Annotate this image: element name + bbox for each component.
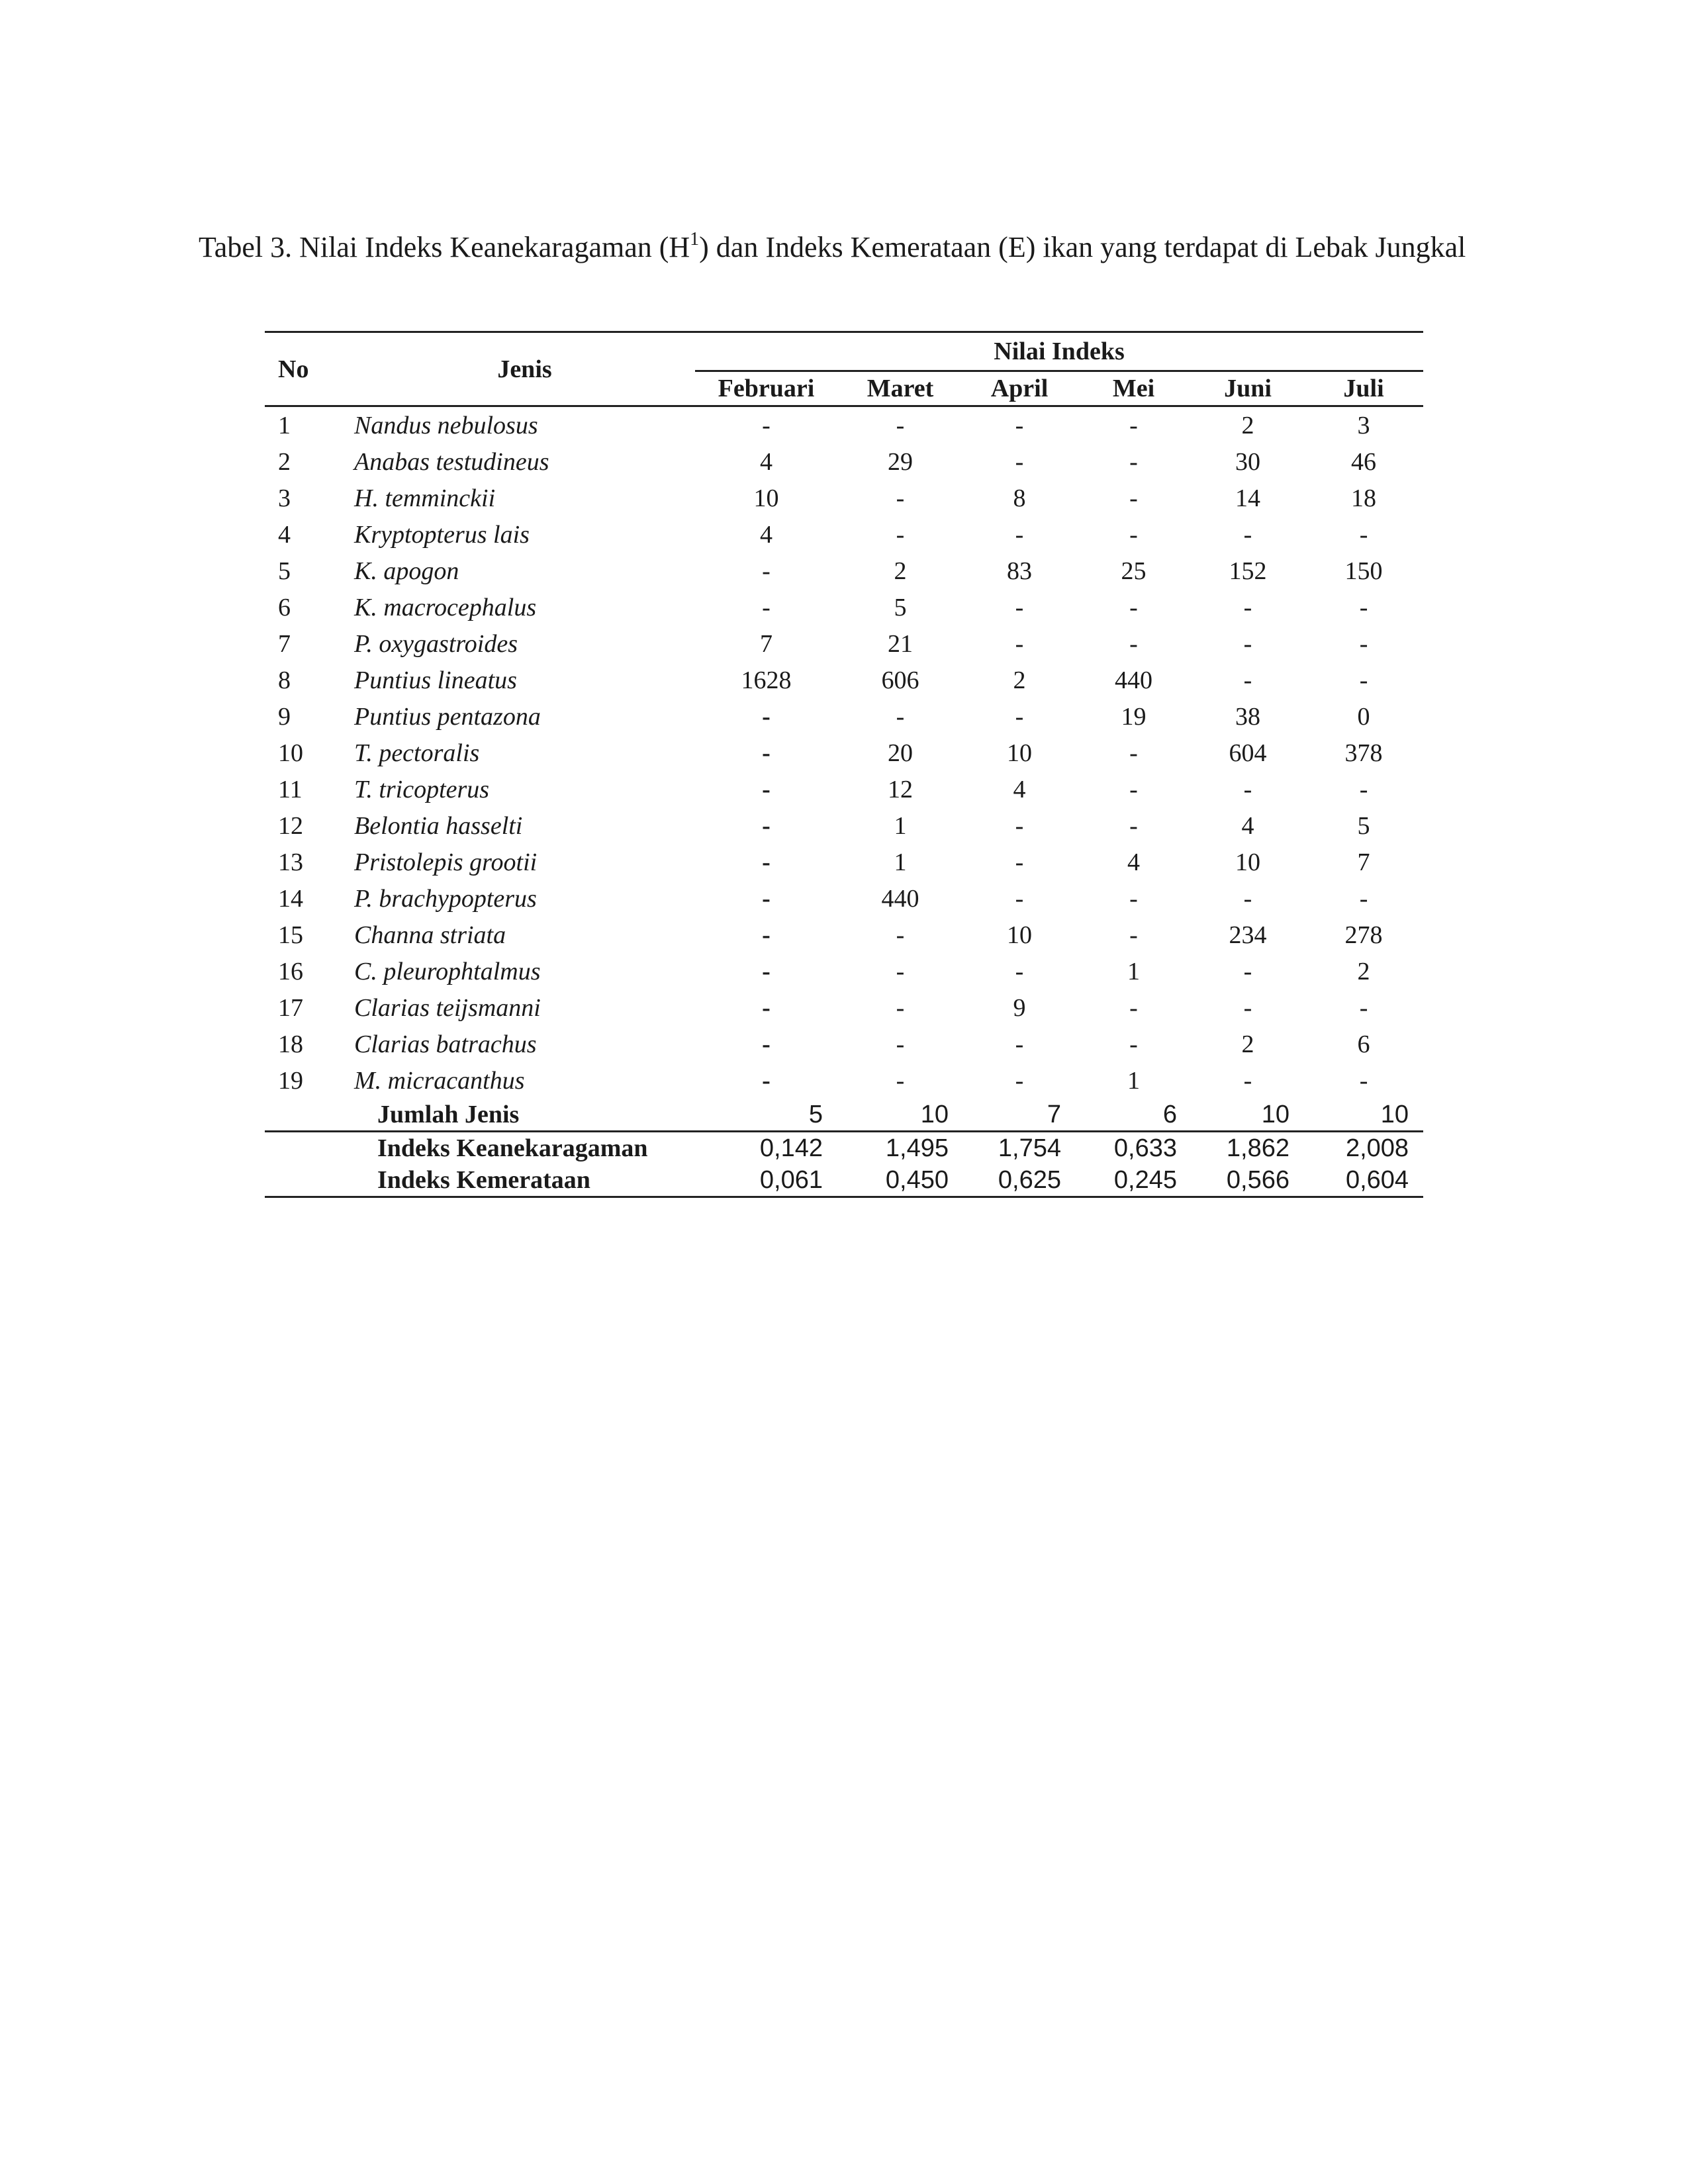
row-number: 11 [278, 775, 303, 803]
summary-label: Indeks Kemerataan [354, 1164, 695, 1197]
value-cell: 4 [760, 447, 773, 476]
caption-text-rest: ) dan Indeks Kemerataan (E) ikan yang terdapat di Lebak Jungkal [699, 231, 1466, 263]
value-cell: 5 [1357, 811, 1370, 840]
value-cell: - [1015, 520, 1024, 549]
caption-text: Tabel 3. Nilai Indeks Keanekaragaman (H [199, 231, 690, 263]
summary-value: 0,566 [1192, 1164, 1304, 1197]
value-cell: - [762, 593, 771, 621]
value-cell: 7 [760, 629, 773, 658]
value-cell: - [1243, 775, 1252, 803]
value-cell: - [1015, 411, 1024, 439]
row-number: 3 [278, 484, 291, 512]
species-name: P. brachypopterus [354, 884, 537, 913]
summary-value: 6 [1162, 1100, 1177, 1128]
value-cell: - [1015, 447, 1024, 476]
value-cell: 12 [888, 775, 913, 803]
summary-row [265, 1164, 1423, 1197]
value-cell: - [896, 1030, 905, 1058]
summary-value: 0,450 [837, 1164, 963, 1197]
row-number: 6 [278, 593, 291, 621]
species-name: Belontia hasselti [354, 811, 523, 840]
row-number: 18 [278, 1030, 303, 1058]
value-cell: - [1015, 629, 1024, 658]
month-header: Mei [1112, 375, 1155, 402]
value-cell: 2 [894, 557, 907, 585]
value-cell: 1 [894, 848, 907, 876]
table-row [265, 589, 1423, 625]
value-cell: - [762, 557, 771, 585]
summary-value: 2,008 [1304, 1132, 1423, 1165]
value-cell: - [762, 411, 771, 439]
value-cell: - [762, 739, 771, 767]
row-number: 8 [278, 666, 291, 694]
table-row [265, 662, 1423, 698]
value-cell: - [1129, 921, 1138, 949]
value-cell: - [1015, 957, 1024, 985]
value-cell: - [1243, 884, 1252, 913]
summary-value: 1,495 [837, 1132, 963, 1165]
table-row [265, 807, 1423, 844]
value-cell: - [762, 848, 771, 876]
value-cell: 2 [1357, 957, 1370, 985]
value-cell: 4 [760, 520, 773, 549]
value-cell: - [896, 484, 905, 512]
value-cell: - [896, 411, 905, 439]
value-cell: 1 [894, 811, 907, 840]
row-number: 16 [278, 957, 303, 985]
row-number: 12 [278, 811, 303, 840]
species-name: Clarias batrachus [354, 1030, 537, 1058]
value-cell: - [1359, 775, 1368, 803]
value-cell: 38 [1235, 702, 1260, 731]
row-number: 9 [278, 702, 291, 731]
value-cell: 278 [1344, 921, 1383, 949]
table-caption [199, 228, 1489, 267]
table-row [265, 480, 1423, 516]
value-cell: 5 [894, 593, 907, 621]
value-cell: - [1015, 593, 1024, 621]
summary-value: 1,754 [963, 1132, 1076, 1165]
value-cell: 10 [1007, 739, 1032, 767]
row-number: 5 [278, 557, 291, 585]
row-number: 14 [278, 884, 303, 913]
value-cell: 25 [1121, 557, 1147, 585]
row-number: 2 [278, 447, 291, 476]
value-cell: 2 [1241, 411, 1254, 439]
summary-value: 10 [1380, 1100, 1409, 1128]
summary-value: 0,061 [695, 1164, 837, 1197]
species-name: C. pleurophtalmus [354, 957, 541, 985]
value-cell: 378 [1344, 739, 1383, 767]
value-cell: 4 [1127, 848, 1140, 876]
value-cell: 7 [1357, 848, 1370, 876]
value-cell: - [1129, 593, 1138, 621]
species-name: Puntius lineatus [354, 666, 517, 694]
value-cell: 604 [1229, 739, 1267, 767]
species-name: M. micracanthus [354, 1066, 525, 1095]
value-cell: 10 [1007, 921, 1032, 949]
value-cell: - [1359, 993, 1368, 1022]
value-cell: - [1359, 1066, 1368, 1095]
value-cell: 20 [888, 739, 913, 767]
value-cell: - [762, 1066, 771, 1095]
month-header: Maret [867, 375, 934, 402]
value-cell: - [896, 702, 905, 731]
value-cell: 46 [1351, 447, 1377, 476]
value-cell: - [896, 957, 905, 985]
month-header: Juli [1343, 375, 1384, 402]
table-row [265, 443, 1423, 480]
table-row [265, 771, 1423, 807]
value-cell: - [1129, 447, 1138, 476]
value-cell: 2 [1241, 1030, 1254, 1058]
value-cell: - [1129, 629, 1138, 658]
summary-spacer [265, 1099, 354, 1132]
summary-row [265, 1132, 1423, 1165]
value-cell: 83 [1007, 557, 1032, 585]
value-cell: - [1359, 884, 1368, 913]
species-name: Pristolepis grootii [354, 848, 538, 876]
value-cell: - [1243, 666, 1252, 694]
value-cell: - [1129, 775, 1138, 803]
value-cell: - [896, 921, 905, 949]
value-cell: - [1243, 957, 1252, 985]
value-cell: - [1129, 1030, 1138, 1058]
value-cell: - [762, 702, 771, 731]
value-cell: 30 [1235, 447, 1260, 476]
value-cell: - [762, 1030, 771, 1058]
value-cell: 1628 [741, 666, 792, 694]
value-cell: - [1129, 520, 1138, 549]
value-cell: - [1359, 593, 1368, 621]
value-cell: 19 [1121, 702, 1147, 731]
value-cell: - [1359, 666, 1368, 694]
table-row [265, 880, 1423, 917]
table-row [265, 917, 1423, 953]
group-header-nilai-indeks: Nilai Indeks [695, 332, 1423, 371]
table-row [265, 844, 1423, 880]
value-cell: - [1243, 629, 1252, 658]
summary-value: 10 [920, 1100, 949, 1128]
month-header: April [990, 375, 1049, 402]
value-cell: - [1359, 629, 1368, 658]
summary-value: 7 [1047, 1100, 1061, 1128]
value-cell: - [1015, 702, 1024, 731]
summary-spacer [265, 1164, 354, 1197]
value-cell: 606 [881, 666, 919, 694]
table-row [265, 989, 1423, 1026]
table-row [265, 406, 1423, 444]
value-cell: - [1243, 520, 1252, 549]
value-cell: 8 [1013, 484, 1026, 512]
species-name: Anabas testudineus [354, 447, 549, 476]
value-cell: 10 [1235, 848, 1260, 876]
value-cell: 2 [1013, 666, 1026, 694]
table-row [265, 735, 1423, 771]
value-cell: 3 [1357, 411, 1370, 439]
row-number: 1 [278, 411, 291, 439]
summary-label: Indeks Keanekaragaman [354, 1132, 695, 1165]
value-cell: 29 [888, 447, 913, 476]
summary-value: 5 [808, 1100, 823, 1128]
species-name: Clarias teijsmanni [354, 993, 541, 1022]
value-cell: - [896, 1066, 905, 1095]
table-row [265, 1026, 1423, 1062]
table-row [265, 625, 1423, 662]
value-cell: 4 [1241, 811, 1254, 840]
table-row [265, 1062, 1423, 1099]
row-number: 10 [278, 739, 303, 767]
value-cell: - [896, 993, 905, 1022]
summary-label: Jumlah Jenis [377, 1101, 520, 1128]
value-cell: 0 [1357, 702, 1370, 731]
summary-value: 10 [1261, 1100, 1289, 1128]
row-number: 4 [278, 520, 291, 549]
species-name: Puntius pentazona [354, 702, 541, 731]
value-cell: 440 [881, 884, 919, 913]
summary-value: 0,604 [1304, 1164, 1423, 1197]
table-row [265, 953, 1423, 989]
value-cell: - [1015, 848, 1024, 876]
species-name: Nandus nebulosus [354, 411, 538, 439]
value-cell: - [896, 520, 905, 549]
value-cell: 21 [888, 629, 913, 658]
value-cell: - [1129, 484, 1138, 512]
value-cell: 440 [1115, 666, 1152, 694]
value-cell: 10 [753, 484, 779, 512]
species-name: Kryptopterus lais [354, 520, 530, 549]
month-header: Februari [718, 375, 815, 402]
value-cell: - [762, 811, 771, 840]
row-number: 7 [278, 629, 291, 658]
species-name: Channa striata [354, 921, 506, 949]
column-header-jenis: Jenis [354, 332, 695, 406]
column-header-no: No [265, 332, 354, 406]
value-cell: - [1359, 520, 1368, 549]
value-cell: 6 [1357, 1030, 1370, 1058]
value-cell: 18 [1351, 484, 1377, 512]
value-cell: 9 [1013, 993, 1026, 1022]
value-cell: - [1129, 811, 1138, 840]
month-header: Juni [1224, 375, 1272, 402]
value-cell: - [1243, 993, 1252, 1022]
species-name: T. tricopterus [354, 775, 490, 803]
value-cell: 150 [1344, 557, 1383, 585]
value-cell: - [1243, 1066, 1252, 1095]
value-cell: - [762, 884, 771, 913]
value-cell: - [762, 775, 771, 803]
value-cell: - [1015, 1066, 1024, 1095]
value-cell: 1 [1127, 1066, 1140, 1095]
table-row [265, 698, 1423, 735]
summary-row [265, 1099, 1423, 1132]
value-cell: - [1129, 411, 1138, 439]
value-cell: 1 [1127, 957, 1140, 985]
value-cell: 152 [1229, 557, 1267, 585]
value-cell: - [1015, 1030, 1024, 1058]
summary-value: 0,245 [1076, 1164, 1192, 1197]
value-cell: - [1129, 993, 1138, 1022]
value-cell: 14 [1235, 484, 1260, 512]
summary-value: 0,142 [695, 1132, 837, 1165]
summary-value: 0,625 [963, 1164, 1076, 1197]
value-cell: - [762, 993, 771, 1022]
row-number: 17 [278, 993, 303, 1022]
summary-value: 0,633 [1076, 1132, 1192, 1165]
diversity-table [265, 331, 1423, 1198]
species-name: H. temminckii [354, 484, 496, 512]
species-name: K. apogon [354, 557, 459, 585]
table-row [265, 553, 1423, 589]
caption-superscript: 1 [690, 229, 700, 250]
value-cell: - [1129, 739, 1138, 767]
species-name: K. macrocephalus [354, 593, 537, 621]
value-cell: - [1015, 884, 1024, 913]
species-name: T. pectoralis [354, 739, 480, 767]
summary-value: 1,862 [1192, 1132, 1304, 1165]
value-cell: - [1243, 593, 1252, 621]
value-cell: - [1129, 884, 1138, 913]
table-row [265, 516, 1423, 553]
species-name: P. oxygastroides [354, 629, 518, 658]
value-cell: - [762, 921, 771, 949]
value-cell: 4 [1013, 775, 1026, 803]
value-cell: - [762, 957, 771, 985]
row-number: 15 [278, 921, 303, 949]
value-cell: - [1015, 811, 1024, 840]
row-number: 13 [278, 848, 303, 876]
summary-spacer [265, 1132, 354, 1165]
value-cell: 234 [1229, 921, 1267, 949]
row-number: 19 [278, 1066, 303, 1095]
